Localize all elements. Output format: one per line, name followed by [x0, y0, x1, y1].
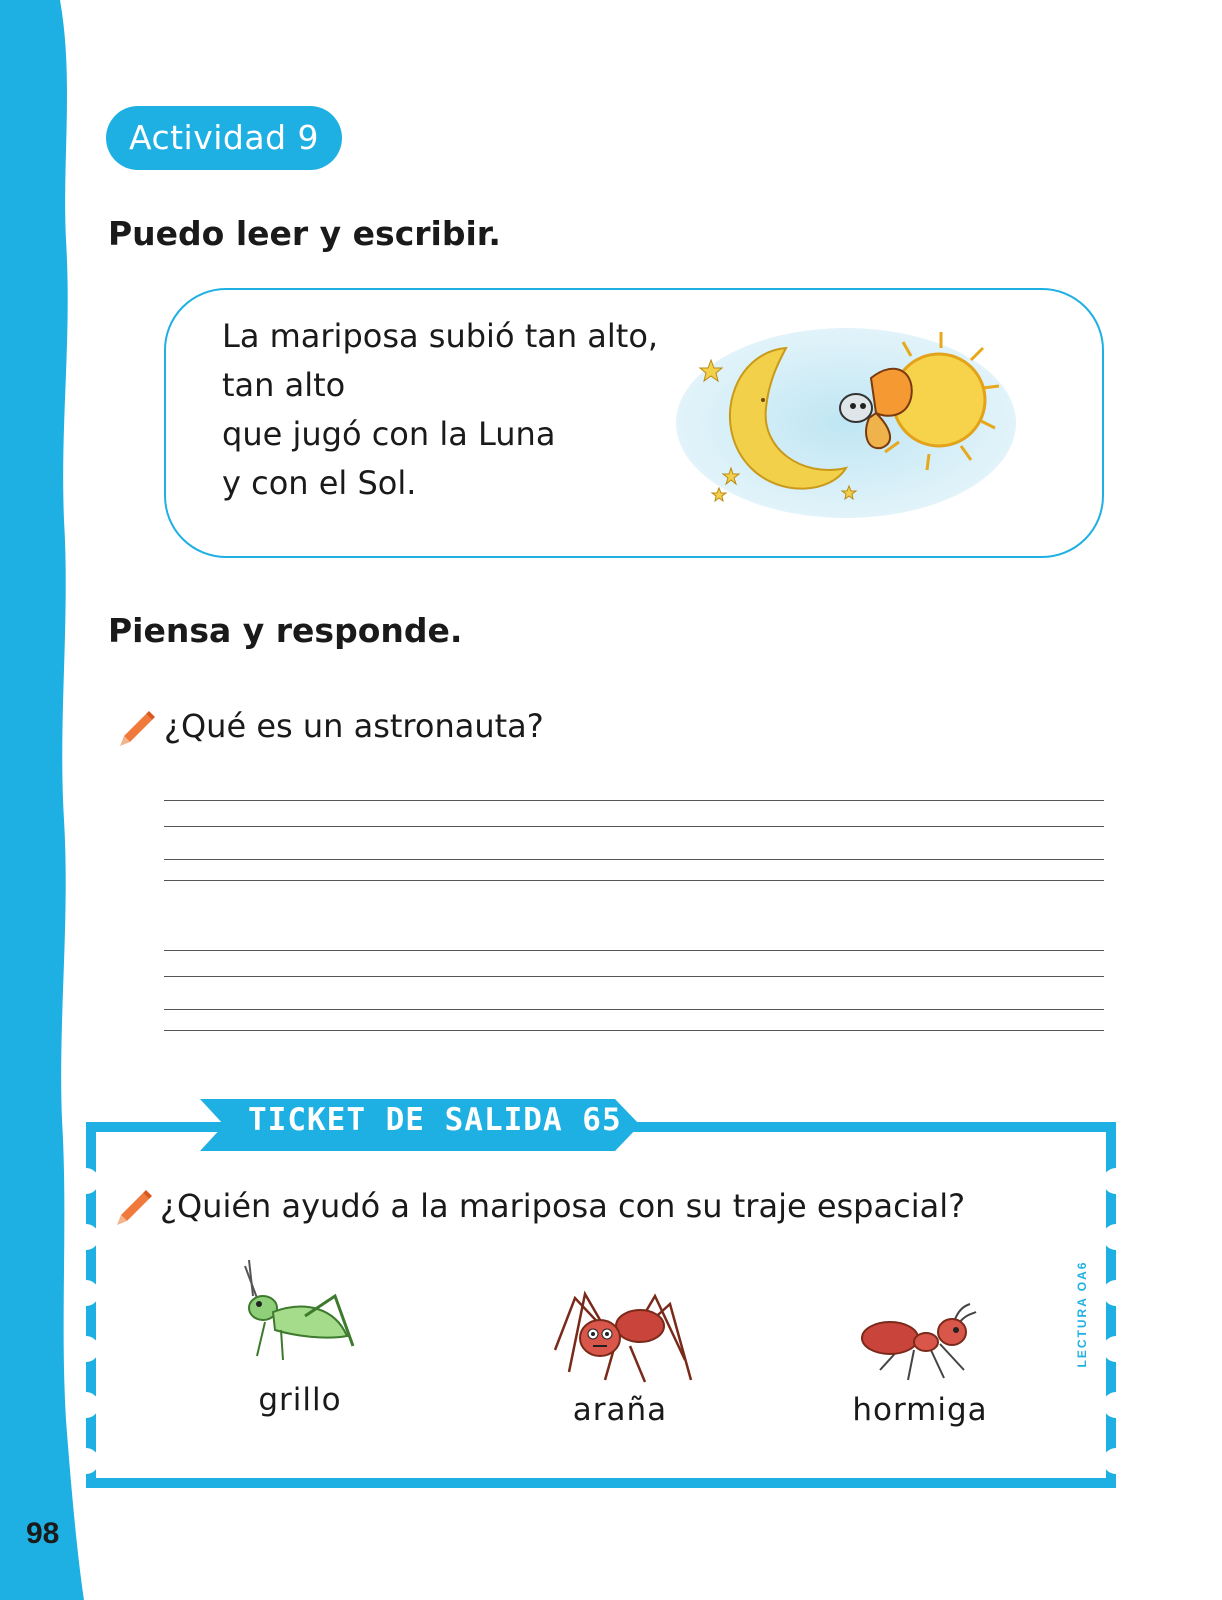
- ticket-notch: [1103, 1280, 1129, 1306]
- section-heading-read-write: Puedo leer y escribir.: [108, 214, 501, 253]
- ticket-notch: [73, 1336, 99, 1362]
- ticket-notch: [73, 1280, 99, 1306]
- poem-line: tan alto: [222, 366, 346, 404]
- writing-line: [164, 826, 1104, 827]
- poem-line: y con el Sol.: [222, 464, 417, 502]
- writing-line: [164, 950, 1104, 951]
- spider-icon: [545, 1290, 695, 1386]
- reading-box: [164, 288, 1104, 558]
- poem-line: que jugó con la Luna: [222, 415, 556, 453]
- ticket-notch: [1103, 1336, 1129, 1362]
- ticket-notch: [73, 1168, 99, 1194]
- question-astronaut: ¿Qué es un astronauta?: [164, 707, 544, 745]
- pencil-icon: [113, 1185, 155, 1227]
- writing-line: [164, 880, 1104, 881]
- poem: [222, 312, 658, 508]
- ticket-notch: [73, 1224, 99, 1250]
- option-label: hormiga: [852, 1392, 988, 1428]
- ticket-notch: [1103, 1168, 1129, 1194]
- moon-butterfly-sun-illustration: [671, 318, 1021, 528]
- ticket-notch: [73, 1392, 99, 1418]
- ticket-title: TICKET DE SALIDA 65: [248, 1102, 622, 1138]
- cricket-icon: [235, 1256, 365, 1376]
- writing-line: [164, 976, 1104, 977]
- ticket-question: ¿Quién ayudó a la mariposa con su traje espacial?: [160, 1187, 966, 1225]
- activity-badge: Actividad 9: [106, 106, 342, 170]
- writing-line: [164, 1030, 1104, 1031]
- writing-line: [164, 800, 1104, 801]
- ticket-notch: [73, 1448, 99, 1474]
- side-code-label: LECTURA OA6: [1075, 1260, 1089, 1368]
- ticket-notch: [1103, 1224, 1129, 1250]
- writing-line: [164, 1009, 1104, 1010]
- option-grillo[interactable]: [230, 1256, 370, 1418]
- option-hormiga[interactable]: [845, 1300, 995, 1428]
- section-heading-think-answer: Piensa y responde.: [108, 611, 463, 650]
- option-arana[interactable]: [545, 1290, 695, 1428]
- writing-line: [164, 859, 1104, 860]
- option-label: grillo: [258, 1382, 342, 1418]
- ticket-notch: [1103, 1392, 1129, 1418]
- page-number: 98: [26, 1517, 60, 1550]
- poem-line: La mariposa subió tan alto,: [222, 317, 659, 355]
- option-label: araña: [572, 1392, 668, 1428]
- pencil-icon: [116, 706, 158, 748]
- ticket-notch: [1103, 1448, 1129, 1474]
- ant-icon: [860, 1300, 980, 1386]
